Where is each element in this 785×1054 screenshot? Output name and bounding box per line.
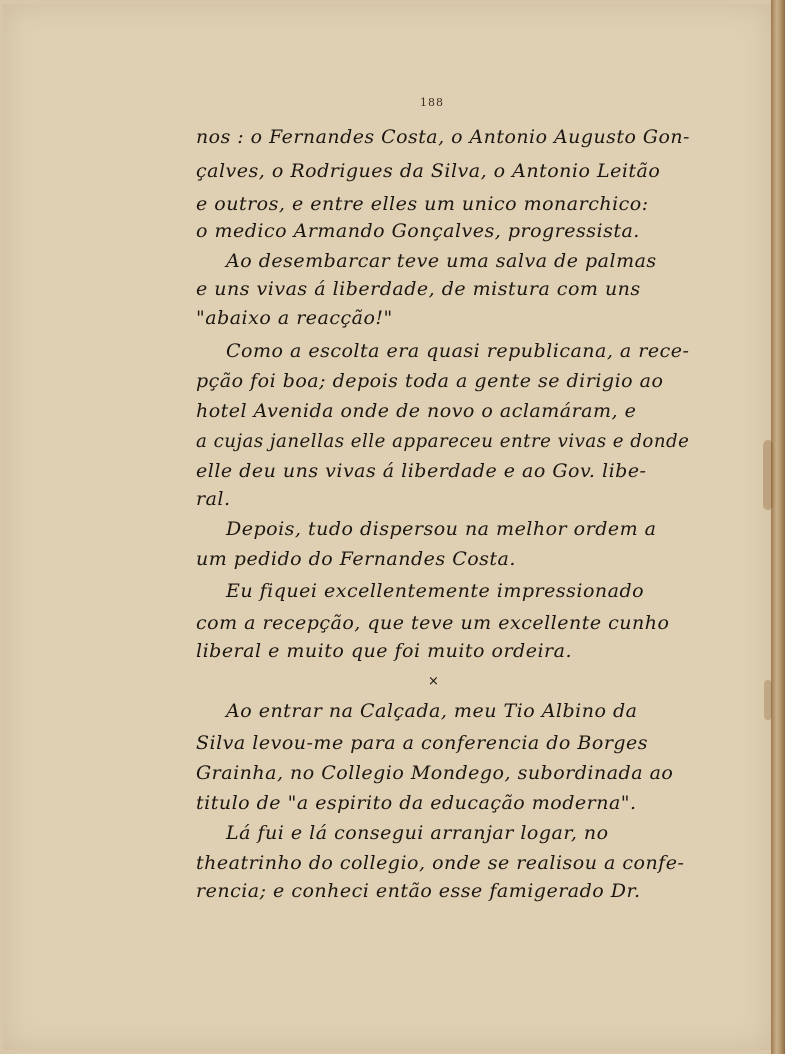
text-line: Como a escolta era quasi republicana, a rece- [226,340,690,362]
text-line: Silva levou-me para a conferencia do Borges [196,732,649,754]
text-line: com a recepção, que teve um excellente cunho [196,612,670,634]
text-line: e uns vivas á liberdade, de mistura com uns [196,278,641,300]
paper-stain [763,440,773,510]
text-line: nos : o Fernandes Costa, o Antonio Augusto Gon- [196,126,690,148]
text-line: Ao desembarcar teve uma salva de palmas [226,250,657,272]
text-line: titulo de "a espirito da educação moderna". [196,792,637,814]
text-line: Lá fui e lá consegui arranjar logar, no [226,822,609,844]
text-line: elle deu uns vivas á liberdade e ao Gov. libe- [196,460,647,482]
text-line: um pedido do Fernandes Costa. [196,548,516,570]
text-line: theatrinho do collegio, onde se realisou a confe- [196,852,685,874]
text-line: Grainha, no Collegio Mondego, subordinada ao [196,762,674,784]
text-line: a cujas janellas elle appareceu entre vivas e donde [196,430,690,452]
text-line: Ao entrar na Calçada, meu Tio Albino da [226,700,638,722]
text-line: liberal e muito que foi muito ordeira. [196,640,572,662]
book-spine-edge [771,0,785,1054]
text-line: Depois, tudo dispersou na melhor ordem a [226,518,657,540]
text-line: "abaixo a reacção!" [196,307,393,329]
section-separator: × [428,674,439,689]
text-line: çalves, o Rodrigues da Silva, o Antonio Leitão [196,160,661,182]
text-line: rencia; e conheci então esse famigerado Dr. [196,880,641,902]
text-line: e outros, e entre elles um unico monarchico: [196,193,649,215]
text-line: hotel Avenida onde de novo o aclamáram, e [196,400,637,422]
page-number: 188 [420,96,444,109]
text-line: ral. [196,488,231,510]
text-line: o medico Armando Gonçalves, progressista. [196,220,640,242]
text-line: pção foi boa; depois toda a gente se dirigio ao [196,370,664,392]
text-line: Eu fiquei excellentemente impressionado [226,580,645,602]
paper-stain [764,680,772,720]
